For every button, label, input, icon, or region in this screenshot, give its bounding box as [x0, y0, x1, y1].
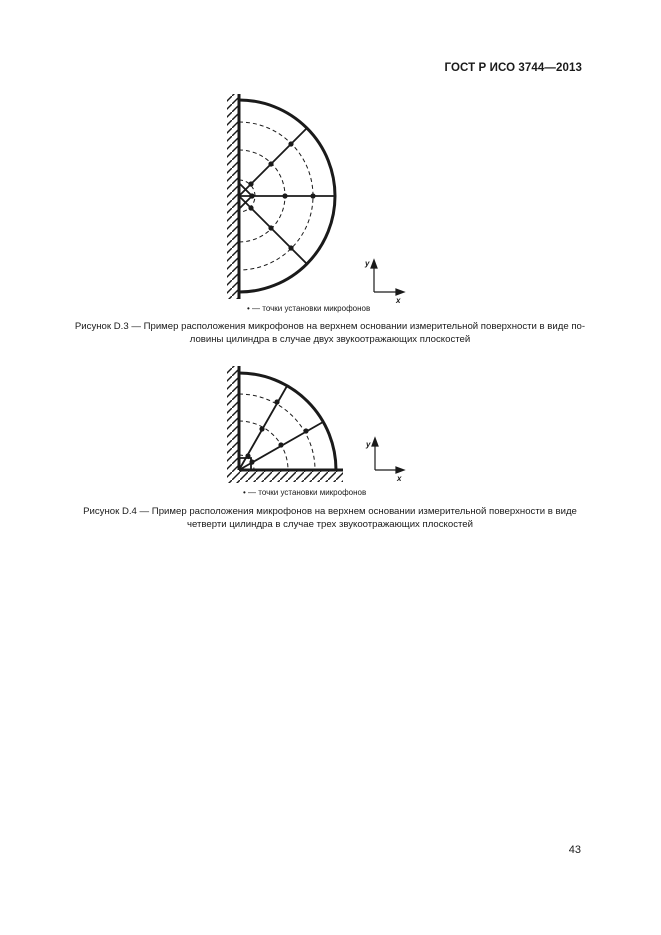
- caption-line: Рисунок D.4 — Пример расположения микрофонов на верхнем основании измерительной поверхности в виде: [83, 506, 577, 517]
- page-number: 43: [568, 844, 581, 856]
- axis-x-label: x: [397, 474, 402, 483]
- microphone-point: [249, 193, 254, 198]
- reflecting-wall-hatch: [227, 94, 239, 299]
- axis-y-label: y: [366, 440, 371, 449]
- microphone-point: [248, 205, 253, 210]
- microphone-point: [288, 245, 293, 250]
- figure-d4-caption: [40, 505, 620, 531]
- coordinate-axes: [372, 438, 404, 473]
- microphone-point: [249, 459, 254, 464]
- caption-line: ловины цилиндра в случае двух звукоотражающих плоскостей: [189, 334, 471, 345]
- microphone-point: [268, 225, 273, 230]
- figure-d4-diagram: [0, 362, 661, 486]
- microphone-point: [268, 161, 273, 166]
- coordinate-axes: [371, 260, 404, 295]
- figure-d3-diagram: [0, 88, 661, 306]
- figure-d3-legend: • — точки установки микрофонов: [247, 304, 371, 313]
- figure-d3-caption: [40, 320, 620, 346]
- microphone-point: [282, 193, 287, 198]
- microphone-point: [274, 399, 279, 404]
- axis-y-label: y: [365, 259, 370, 268]
- microphone-point: [248, 181, 253, 186]
- document-header: ГОСТ Р ИСО 3744—2013: [444, 62, 582, 74]
- reflecting-wall-hatch: [227, 366, 239, 483]
- microphone-point: [278, 442, 283, 447]
- microphone-point: [288, 141, 293, 146]
- microphone-points: [245, 399, 308, 464]
- axis-x-label: x: [396, 296, 401, 305]
- outer-arc: [239, 373, 336, 470]
- microphone-point: [303, 428, 308, 433]
- caption-line: Рисунок D.3 — Пример расположения микрофонов на верхнем основании измерительной поверхности в виде по-: [74, 321, 586, 332]
- microphone-point: [245, 453, 250, 458]
- reflecting-floor-hatch: [239, 470, 343, 482]
- microphone-point: [310, 193, 315, 198]
- figure-d4-legend: • — точки установки микрофонов: [243, 488, 367, 497]
- caption-line: четверти цилиндра в случае трех звукоотражающих плоскостей: [187, 519, 473, 530]
- microphone-point: [259, 426, 264, 431]
